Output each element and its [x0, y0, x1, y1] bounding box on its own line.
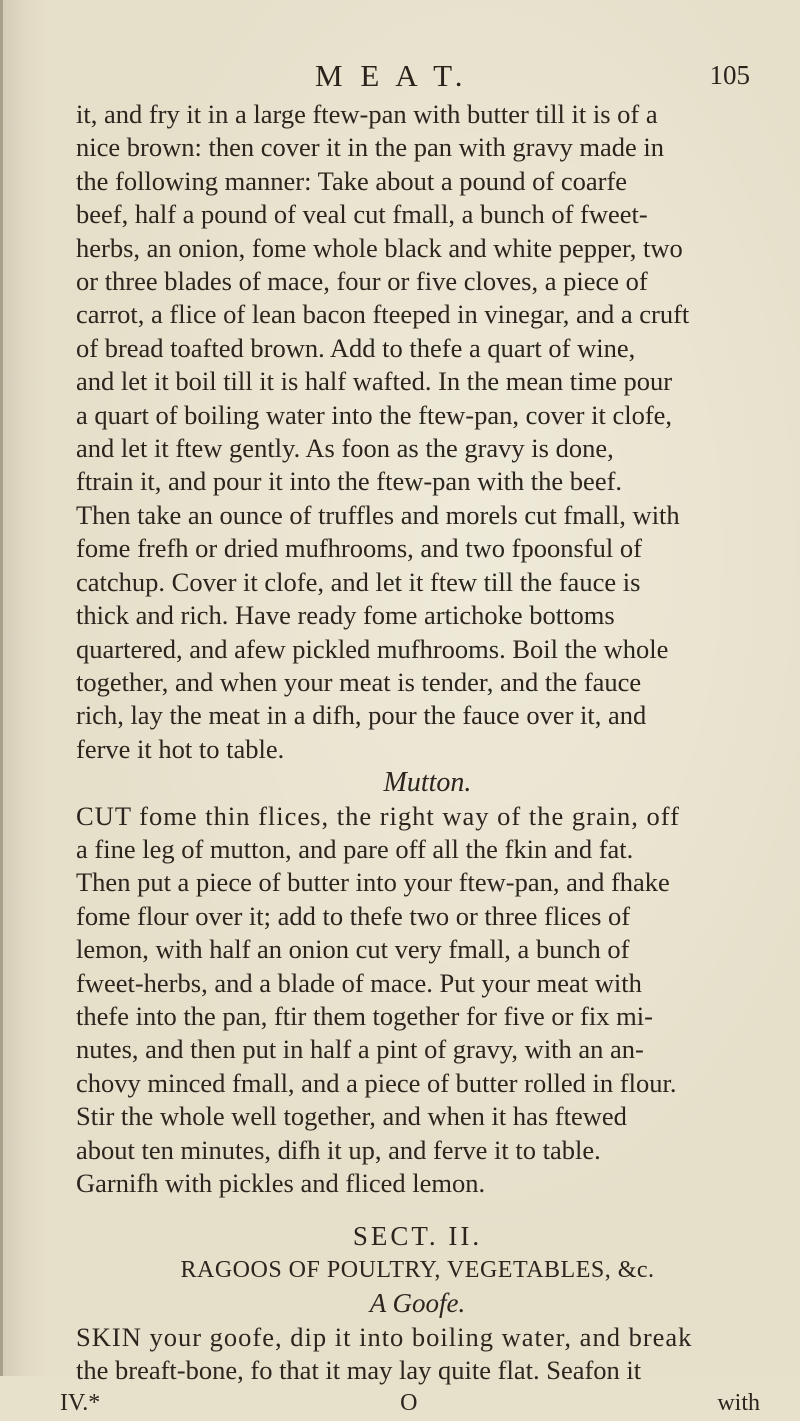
text-line: a quart of boiling water into the ftew-pan, cover it clofe, — [76, 399, 673, 430]
text-line: rich, lay the meat in a difh, pour the fauce over it, and — [76, 700, 647, 731]
signature-mark: IV.* — [60, 1390, 101, 1417]
text-line: the breaft-bone, fo that it may lay quite flat. Seafon it — [76, 1355, 642, 1386]
text-line: CUT fome thin flices, the right way of the grain, off — [76, 800, 680, 831]
text-line: Stir the whole well together, and when it has ftewed — [76, 1101, 627, 1132]
page-number: 105 — [709, 60, 750, 90]
text-line: ferve it hot to table. — [76, 733, 285, 764]
text-line: catchup. Cover it clofe, and let it ftew till the fauce is — [76, 566, 641, 597]
page-gutter-edge — [0, 0, 3, 1376]
section-subheading: RAGOOS OF POULTRY, VEGETABLES, &c. — [180, 1256, 655, 1283]
text-line: nice brown: then cover it in the pan with gravy made in — [76, 132, 664, 163]
text-line: chovy minced fmall, and a piece of butter rolled in flour. — [76, 1067, 677, 1098]
text-line: carrot, a flice of lean bacon fteeped in vinegar, and a cruft — [76, 299, 690, 330]
text-line: it, and fry it in a large ftew-pan with butter till it is of a — [76, 99, 658, 129]
section-heading: SECT. II. — [352, 1221, 483, 1252]
text-line: about ten minutes, difh it up, and ferve it to table. — [76, 1134, 601, 1165]
text-line: the following manner: Take about a pound of coarfe — [76, 165, 628, 196]
text-line: thefe into the pan, ftir them together for five or fix mi- — [76, 1000, 653, 1031]
text-line: and let it ftew gently. As foon as the gravy is done, — [76, 433, 614, 464]
text-line: SKIN your goofe, dip it into boiling water, and break — [76, 1321, 693, 1352]
text-line: thick and rich. Have ready fome artichoke bottoms — [76, 600, 615, 631]
text-line: nutes, and then put in half a pint of gravy, with an an- — [76, 1034, 644, 1065]
page-header — [70, 58, 770, 98]
text-line: together, and when your meat is tender, and the fauce — [76, 666, 642, 697]
text-line: Garnifh with pickles and fliced lemon. — [76, 1168, 486, 1198]
signature-line — [60, 1387, 760, 1420]
text-line: fome flour over it; add to thefe two or three flices of — [76, 900, 631, 931]
text-line: Then put a piece of butter into your ftew-pan, and fhake — [76, 867, 670, 898]
text-line: ftrain it, and pour it into the ftew-pan with the beef. — [76, 466, 623, 497]
text-line: quartered, and afew pickled mufhrooms. Boil the whole — [76, 633, 669, 664]
text-line: or three blades of mace, four or five cloves, a piece of — [76, 266, 648, 297]
signature-letter: O — [400, 1390, 418, 1417]
text-line: of bread toafted brown. Add to thefe a quart of wine, — [76, 332, 636, 363]
text-line: beef, half a pound of veal cut fmall, a bunch of fweet- — [76, 199, 648, 230]
mutton-title: Mutton. — [383, 767, 472, 799]
text-line: and let it boil till it is half wafted. In the mean time pour — [76, 366, 673, 397]
goose-title: A Goofe. — [369, 1288, 466, 1319]
text-line: lemon, with half an onion cut very fmall, a bunch of — [76, 934, 630, 965]
running-head: M E A T. — [315, 58, 468, 93]
page-text — [60, 98, 775, 1421]
text-line: fweet-herbs, and a blade of mace. Put your meat with — [76, 967, 642, 998]
catchword: with — [717, 1390, 760, 1417]
text-line: a fine leg of mutton, and pare off all the fkin and fat. — [76, 833, 634, 864]
text-line: fome frefh or dried mufhrooms, and two fpoonsful of — [76, 533, 642, 564]
text-line: herbs, an onion, fome whole black and white pepper, two — [76, 232, 683, 263]
text-line: Then take an ounce of truffles and morels cut fmall, with — [76, 499, 680, 530]
